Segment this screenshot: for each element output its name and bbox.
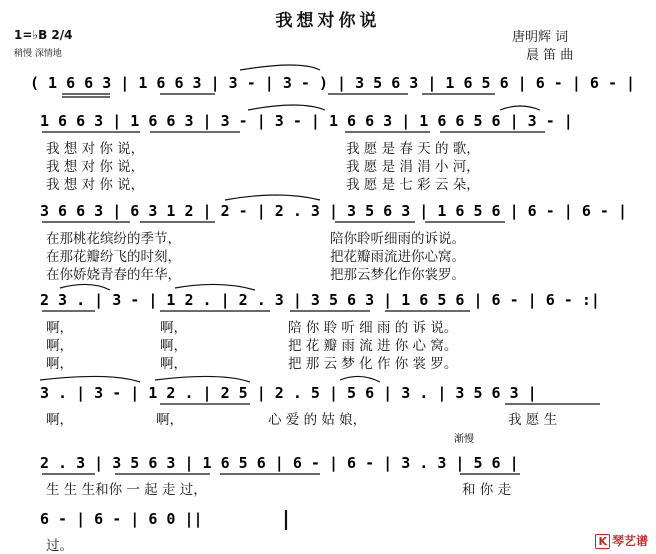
lyric-line: 陪 你 聆 听 细 雨 的 诉 说。 — [288, 320, 458, 336]
logo-icon: K — [595, 534, 610, 549]
lyric-line: 我 想 对 你 说， — [46, 177, 145, 193]
lyric-line: 啊， — [160, 320, 187, 336]
notation-row-1: 1 6 6 3 | 1 6 6 3 | 3 - | 3 - | 1 6 6 3 | 1 6 6 5 6 | 3 - | — [40, 112, 573, 130]
lyric-line: 我 愿 生 — [508, 412, 558, 428]
notation-row-0: ( 1 6 6 3 | 1 6 6 3 | 3 - | 3 - ) | 3 5 6 3 | 1 6 5 6 | 6 - | 6 - | — [30, 74, 636, 92]
lyric-line: 心 爱 的 姑 娘， — [268, 412, 367, 428]
lyric-line: 啊， — [46, 412, 73, 428]
lyric-line: 啊， — [46, 356, 73, 372]
lyricist-credit: 唐明辉 词 — [512, 30, 569, 45]
lyric-line: 把 花 瓣 雨 流 进 你 心 窝。 — [288, 338, 458, 354]
lyric-line: 和 你 走 — [462, 482, 512, 498]
tempo-marking: 稍慢 深情地 — [14, 49, 62, 59]
lyric-line: 啊， — [160, 356, 187, 372]
lyric-line: 啊， — [46, 338, 73, 354]
notation-row-3: 2 3 . | 3 - | 1 2 . | 2 . 3 | 3 5 6 3 | 1 6 5 6 | 6 - | 6 - :| — [40, 291, 600, 309]
lyric-line: 在你娇娆青春的年华， — [46, 267, 181, 283]
lyric-line: 我 愿 是 春 天 的 歌， — [346, 141, 480, 157]
lyric-line: 把那云梦化作你裳罗。 — [330, 267, 465, 283]
lyric-line: 把花瓣雨流进你心窝。 — [330, 249, 465, 265]
notation-row-6: 6 - | 6 - | 6 0 || — [40, 510, 203, 528]
lyric-line: 在那桃花缤纷的季节， — [46, 231, 181, 247]
lyric-line: 我 想 对 你 说， — [46, 141, 145, 157]
ritardando-mark: 渐慢 — [454, 434, 474, 445]
page-title: 我想对你说 — [275, 11, 381, 31]
notation-row-2: 3 6 6 3 | 6 3 1 2 | 2 - | 2 . 3 | 3 5 6 3 | 1 6 5 6 | 6 - | 6 - | — [40, 202, 627, 220]
lyric-line: 陪你聆听细雨的诉说。 — [330, 231, 465, 247]
lyric-line: 把 那 云 梦 化 作 你 裳 罗。 — [288, 356, 458, 372]
composer-credit: 晨 笛 曲 — [526, 48, 574, 63]
notation-row-4: 3 . | 3 - | 1 2 . | 2 5 | 2 . 5 | 5 6 | 3 . | 3 5 6 3 | — [40, 384, 537, 402]
notation-row-5: 2 . 3 | 3 5 6 3 | 1 6 5 6 | 6 - | 6 - | 3 . 3 | 5 6 | — [40, 454, 519, 472]
lyric-line: 我 愿 是 七 彩 云 朵， — [346, 177, 480, 193]
lyric-line: 啊， — [156, 412, 183, 428]
lyric-line: 我 愿 是 涓 涓 小 河， — [346, 159, 480, 175]
lyric-line: 生 生 生和你 一 起 走 过， — [46, 482, 207, 498]
lyric-line: 在那花瓣纷飞的时刻， — [46, 249, 181, 265]
site-logo: K 琴艺谱 — [595, 532, 648, 549]
lyric-line: 啊， — [46, 320, 73, 336]
lyric-line: 啊， — [160, 338, 187, 354]
lyric-line: 我 想 对 你 说， — [46, 159, 145, 175]
key-signature: 1=♭B 2/4 — [14, 28, 73, 42]
lyric-line: 过。 — [46, 538, 73, 554]
